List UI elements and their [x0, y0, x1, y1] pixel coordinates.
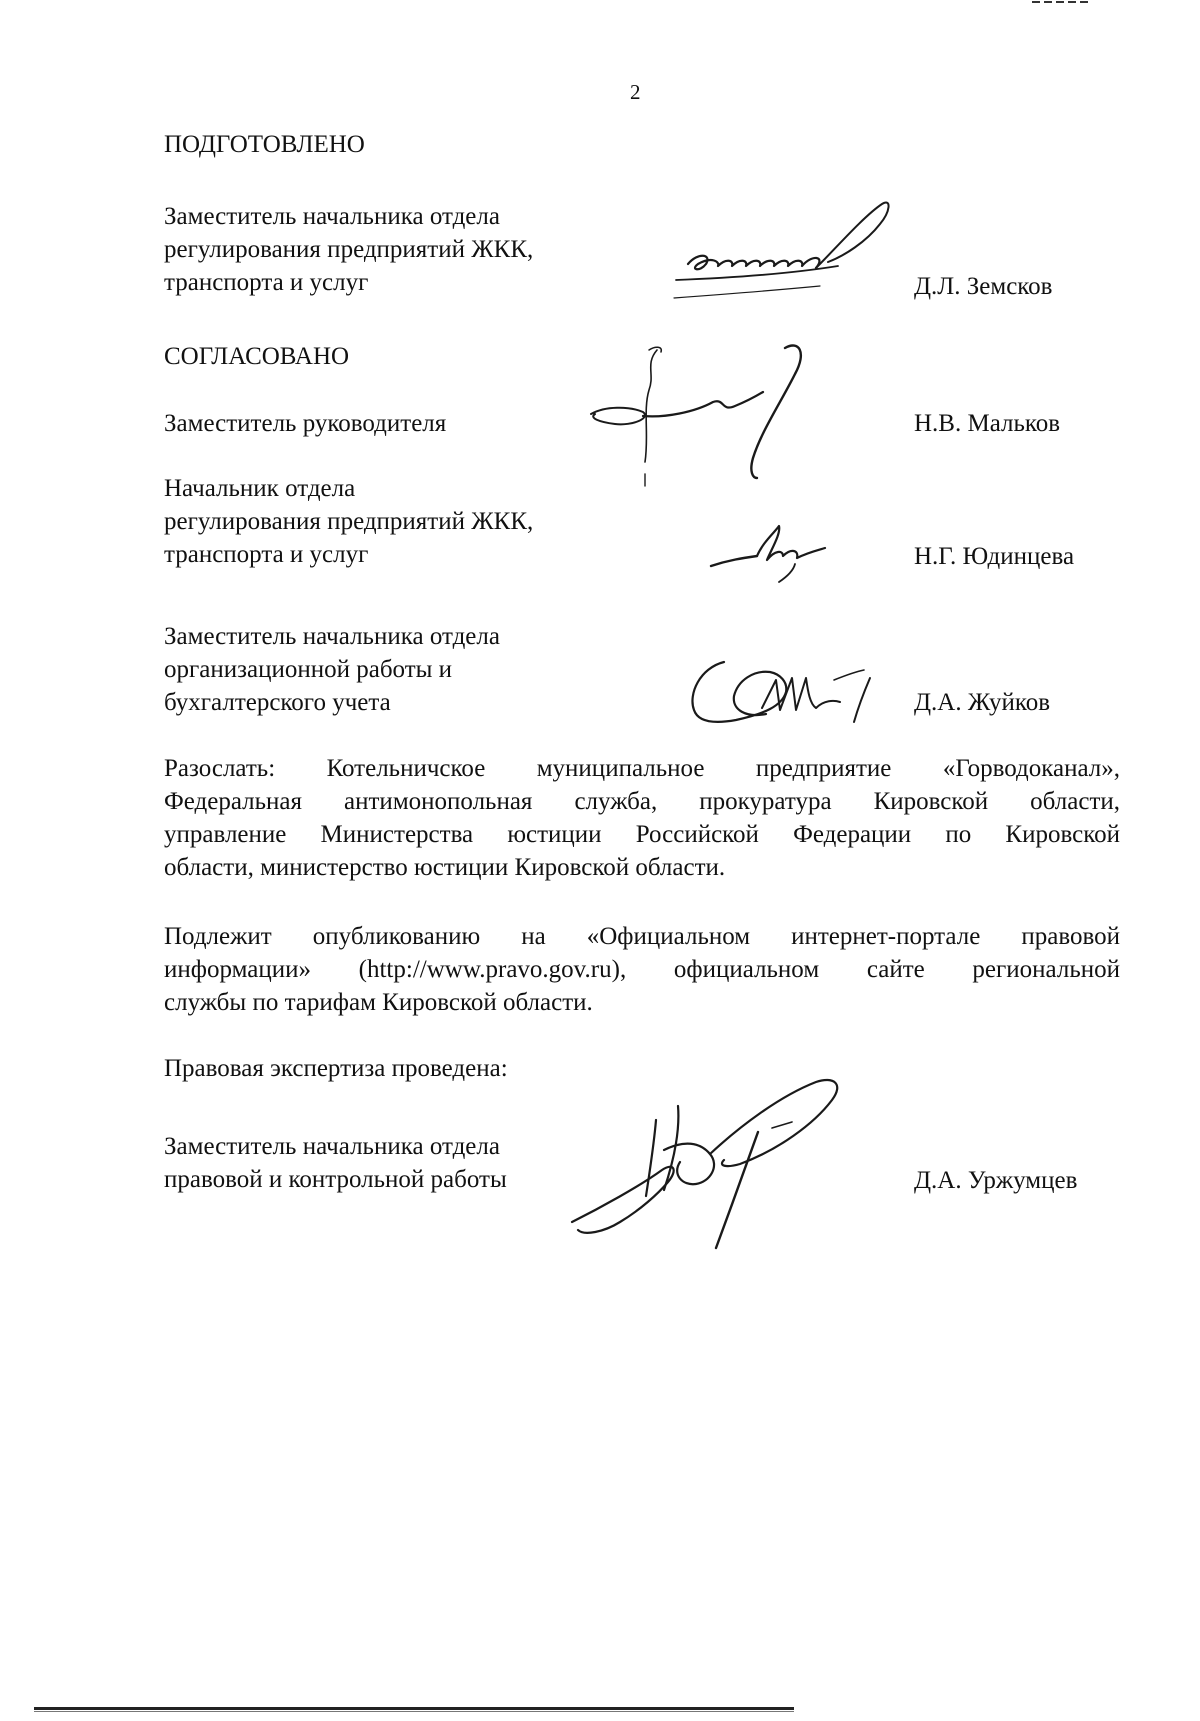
- publication-paragraph: [164, 920, 1120, 1019]
- signature-urzhumtsev: [560, 1070, 890, 1260]
- prepared-name: Д.Л. Земсков: [914, 273, 1053, 300]
- signature-zemskov: [668, 198, 928, 316]
- legal-review-heading: Правовая экспертиза проведена:: [164, 1055, 508, 1082]
- distribution-line: управление Министерства юстиции Российской Федерации по Кировской: [164, 821, 1120, 848]
- legal-review-position-line: правовой и контрольной работы: [164, 1166, 507, 1193]
- publication-line: службы по тарифам Кировской области.: [164, 989, 593, 1016]
- bottom-scan-rule: [34, 1707, 794, 1710]
- page-number: 2: [630, 80, 641, 104]
- prepared-position-line: транспорта и услуг: [164, 269, 369, 296]
- corner-scan-mark: [1030, 0, 1090, 4]
- agreed-position-line: Заместитель начальника отдела: [164, 623, 500, 650]
- distribution-line: области, министерство юстиции Кировской области.: [164, 854, 726, 881]
- prepared-position: [164, 200, 614, 299]
- distribution-line: Федеральная антимонопольная служба, прокуратура Кировской области,: [164, 788, 1120, 815]
- legal-review-position-line: Заместитель начальника отдела: [164, 1133, 500, 1160]
- agreed-position-2: [164, 472, 614, 571]
- publication-line: информации» (http://www.pravo.gov.ru), официальном сайте региональной: [164, 956, 1120, 983]
- distribution-paragraph: [164, 752, 1120, 884]
- publication-line: Подлежит опубликованию на «Официальном интернет-портале правовой: [164, 923, 1120, 950]
- agreed-heading: СОГЛАСОВАНО: [164, 343, 350, 370]
- agreed-position-line: организационной работы и: [164, 656, 453, 683]
- agreed-position-line: бухгалтерского учета: [164, 689, 391, 716]
- legal-review-position: [164, 1130, 614, 1196]
- agreed-position-3: [164, 620, 614, 719]
- signature-zhuikov: [684, 652, 894, 732]
- agreed-position-1: [164, 407, 614, 440]
- prepared-heading: ПОДГОТОВЛЕНО: [164, 131, 365, 158]
- agreed-name-3: Д.А. Жуйков: [914, 689, 1051, 716]
- agreed-name-1: Н.В. Мальков: [914, 410, 1061, 437]
- distribution-line: Разослать: Котельничское муниципальное предприятие «Горводоканал»,: [164, 755, 1120, 782]
- legal-review-name: Д.А. Уржумцев: [914, 1167, 1078, 1194]
- agreed-position-line: транспорта и услуг: [164, 541, 369, 568]
- agreed-position-line: регулирования предприятий ЖКК,: [164, 508, 534, 535]
- signature-yudintseva: [705, 520, 845, 590]
- agreed-name-2: Н.Г. Юдинцева: [914, 543, 1075, 570]
- prepared-position-line: регулирования предприятий ЖКК,: [164, 236, 534, 263]
- agreed-position-line: Заместитель руководителя: [164, 410, 447, 437]
- signature-malkov: [585, 340, 875, 490]
- agreed-position-line: Начальник отдела: [164, 475, 356, 502]
- prepared-position-line: Заместитель начальника отдела: [164, 203, 500, 230]
- bottom-scan-rule-shadow: [34, 1711, 794, 1712]
